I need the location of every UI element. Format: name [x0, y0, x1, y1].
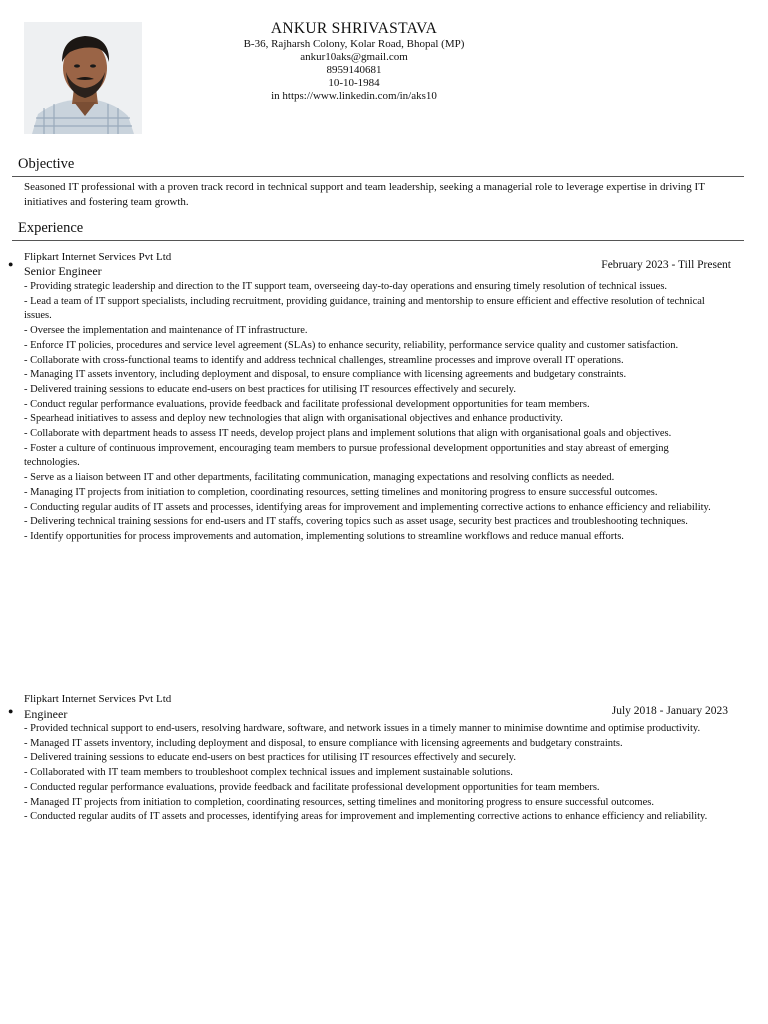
duty-item: - Identify opportunities for process improvements and automation, implementing solutions to streamline workflows and reduce manual efforts. — [24, 530, 624, 542]
job-company: Flipkart Internet Services Pvt Ltd — [24, 251, 172, 263]
duty-item: - Collaborate with cross-functional teams to identify and address technical challenges, streamline processes and improve overall IT operations. — [24, 354, 624, 366]
duty-item: - Delivering technical training sessions for end-users and IT staffs, covering topics such as asset usage, security best practices and troubleshooting techniques. — [24, 516, 688, 528]
duty-item: - Foster a culture of continuous improvement, encouraging team members to pursue professional development opportunities and stay abreast of emerging technologies. — [24, 442, 669, 469]
address: B-36, Rajharsh Colony, Kolar Road, Bhopal (MP) — [243, 38, 465, 50]
job-role: Senior Engineer — [24, 264, 102, 278]
job-duties-list — [24, 722, 724, 825]
duty-item: - Delivered training sessions to educate end-users on best practices for utilising IT resources effectively and securely. — [24, 383, 516, 395]
duty-item: - Collaborate with department heads to assess IT needs, develop project plans and implement solutions that align with organisational goals and objectives. — [24, 428, 672, 440]
duty-item: - Provided technical support to end-users, resolving hardware, software, and network issues in a timely manner to minimise downtime and optimise productivity. — [24, 723, 701, 734]
job-role: Engineer — [24, 707, 68, 721]
duty-item: - Managed IT assets inventory, including deployment and disposal, to ensure compliance with licensing agreements and budgetary constraints. — [24, 737, 623, 749]
duty-item: - Managed IT projects from initiation to completion, coordinating resources, setting timelines and monitoring progress to ensure successful outcomes. — [24, 796, 654, 808]
date-of-birth: 10-10-1984 — [328, 77, 380, 89]
job-dates: July 2018 - January 2023 — [611, 705, 728, 717]
experience-divider — [12, 240, 744, 241]
duty-item: - Managing IT assets inventory, including deployment and disposal, to ensure compliance with licensing agreements and budgetary constraints. — [24, 369, 627, 381]
duty-item: - Conducted regular audits of IT assets and processes, identifying areas for improvement and implementing corrective actions to enhance efficiency and reliability. — [24, 811, 708, 823]
profile-photo — [24, 22, 142, 134]
duty-item: - Spearhead initiatives to assess and deploy new technologies that align with organisational objectives and enhance productivity. — [24, 413, 563, 425]
duty-item: - Conducted regular performance evaluations, provide feedback and facilitate professional development opportunities for team members. — [24, 781, 600, 793]
objective-heading: Objective — [18, 156, 75, 172]
duty-item: - Enforce IT policies, procedures and service level agreement (SLAs) to enhance security, reliability, performance service quality and customer satisfaction. — [24, 339, 679, 351]
duty-item: - Managing IT projects from initiation to completion, coordinating resources, setting timelines and monitoring progress to ensure successful outcomes. — [24, 486, 658, 498]
objective-divider — [12, 176, 744, 177]
linkedin-link[interactable]: in https://www.linkedin.com/in/aks10 — [271, 90, 437, 102]
job-bullet: ● — [8, 706, 14, 716]
duty-item: - Oversee the implementation and maintenance of IT infrastructure. — [24, 325, 308, 337]
phone: 8959140681 — [326, 64, 382, 76]
candidate-name: ANKUR SHRIVASTAVA — [270, 20, 438, 37]
job-bullet: ● — [8, 259, 14, 269]
duty-item: - Serve as a liaison between IT and other departments, facilitating communication, managing expectations and resolving conflicts as needed. — [24, 472, 615, 484]
duty-item: - Providing strategic leadership and direction to the IT support team, overseeing day-to-day operations and ensuring timely resolution of technical issues. — [24, 281, 668, 292]
objective-text: Seasoned IT professional with a proven track record in technical support and team leadership, seeking a managerial role to leverage expertise in driving IT initiatives and fostering team growth. — [24, 181, 705, 208]
job-company: Flipkart Internet Services Pvt Ltd — [24, 693, 172, 705]
duty-item: - Delivered training sessions to educate end-users on best practices for utilising IT resources effectively and securely. — [24, 752, 516, 764]
duty-item: - Conduct regular performance evaluations, provide feedback and facilitate professional development opportunities for team members. — [24, 398, 590, 410]
duty-item: - Collaborated with IT team members to troubleshoot complex technical issues and implement sustainable solutions. — [24, 767, 513, 779]
experience-heading: Experience — [18, 220, 84, 236]
contact-header — [230, 20, 478, 103]
job-dates: February 2023 - Till Present — [601, 259, 731, 271]
duty-item: - Conducting regular audits of IT assets and processes, identifying areas for improvement and implementing corrective actions to enhance efficiency and reliability. — [24, 501, 711, 513]
email[interactable]: ankur10aks@gmail.com — [300, 51, 408, 63]
profile-photo-image — [24, 22, 142, 134]
duty-item: - Lead a team of IT support specialists, including recruitment, providing guidance, training and mentorship to ensure efficient and effective resolution of technical issues. — [24, 295, 705, 322]
job-duties-list — [24, 280, 724, 545]
